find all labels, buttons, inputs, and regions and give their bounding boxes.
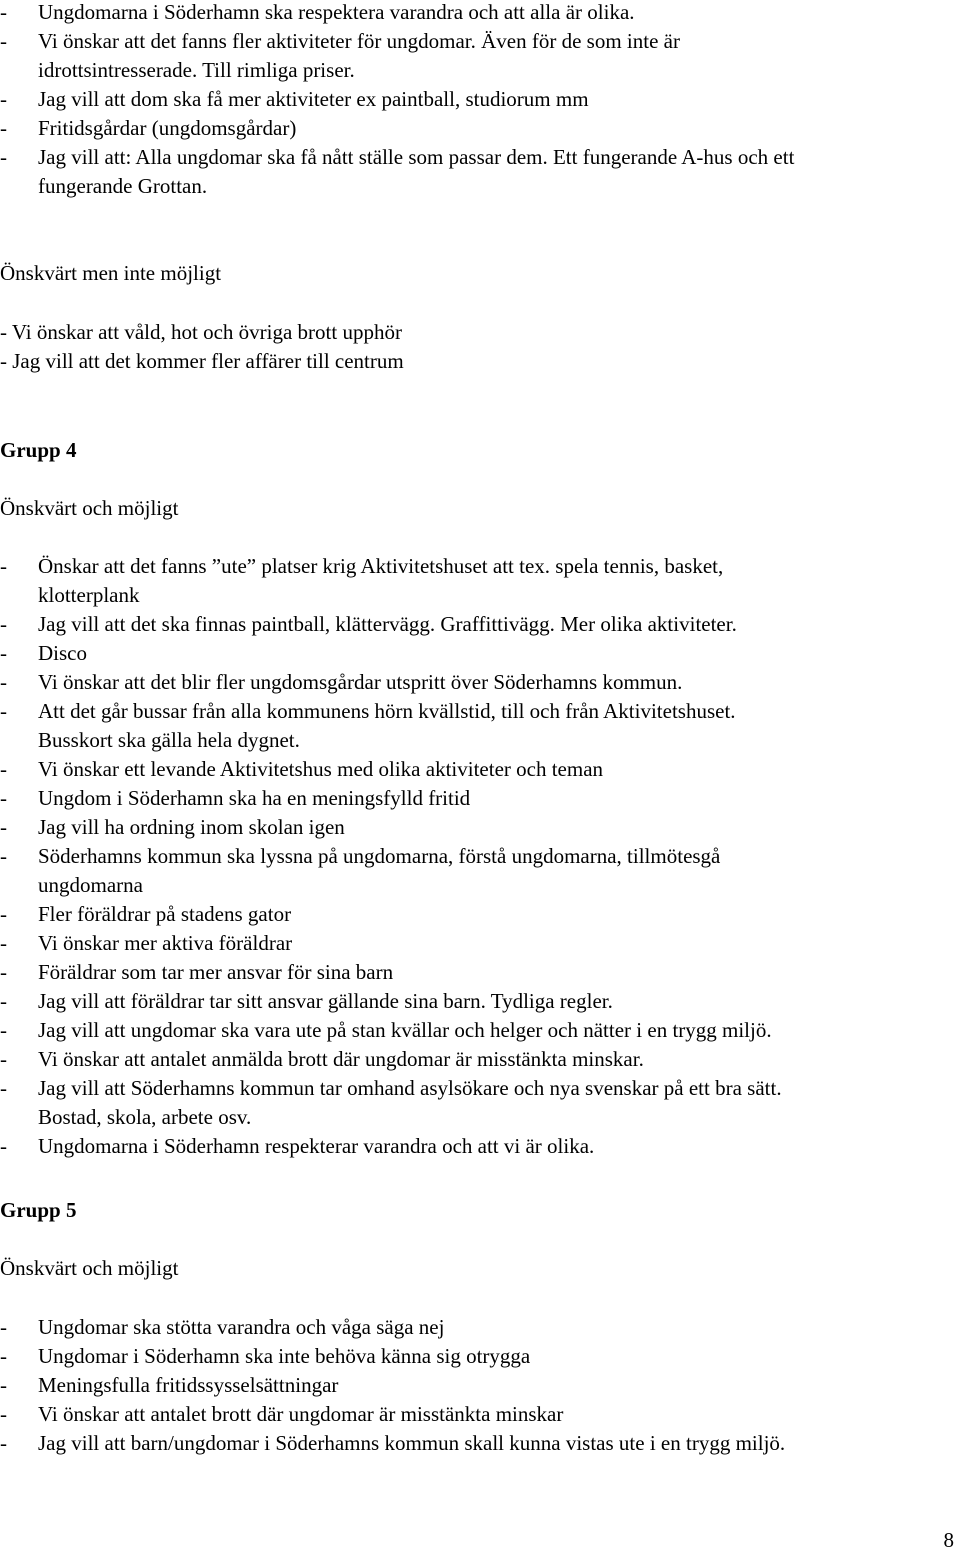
list-item	[0, 929, 960, 958]
list-item	[0, 1342, 960, 1371]
bullet-dash: -	[0, 844, 7, 868]
group-5-title: Grupp 5	[0, 1198, 77, 1222]
list-item-text: Fritidsgårdar (ungdomsgårdar)	[38, 116, 297, 140]
bullet-dash: -	[0, 786, 7, 810]
list-item: - Jag vill att det kommer fler affärer till centrum	[0, 349, 404, 373]
page-number: 8	[943, 1528, 954, 1552]
list-item	[0, 1045, 960, 1074]
bullet-dash: -	[0, 641, 7, 665]
list-item	[0, 27, 960, 85]
list-item	[0, 1429, 960, 1458]
bullet-dash: -	[0, 145, 7, 169]
list-item-text: ungdomarna	[38, 873, 143, 897]
list-item	[0, 784, 960, 813]
list-item-text: Jag vill att: Alla ungdomar ska få nått ställe som passar dem. Ett fungerande A-hus och ett	[38, 145, 795, 169]
list-item	[0, 1400, 960, 1429]
group-4-subheading: Önskvärt och möjligt	[0, 496, 179, 520]
list-item	[0, 1371, 960, 1400]
list-item-text: Ungdomarna i Söderhamn respekterar varandra och att vi är olika.	[38, 1134, 595, 1158]
list-item-text: Vi önskar ett levande Aktivitetshus med olika aktiviteter och teman	[38, 757, 604, 781]
bullet-dash: -	[0, 815, 7, 839]
bullet-dash: -	[0, 612, 7, 636]
list-item-text: idrottsintresserade. Till rimliga priser.	[38, 58, 355, 82]
list-item	[0, 1074, 960, 1132]
list-item-text: Söderhamns kommun ska lyssna på ungdomarna, förstå ungdomarna, tillmötesgå	[38, 844, 721, 868]
list-item	[0, 755, 960, 784]
list-item-text: Vi önskar att det blir fler ungdomsgårdar utspritt över Söderhamns kommun.	[38, 670, 683, 694]
list-item-text: Vi önskar att det fanns fler aktiviteter för ungdomar. Även för de som inte är	[38, 29, 680, 53]
list-item	[0, 842, 960, 900]
wish-not-possible-list	[0, 318, 960, 376]
list-item	[0, 114, 960, 143]
group-5-title-block	[0, 1196, 960, 1225]
list-item	[0, 697, 960, 755]
list-item-text: Jag vill att ungdomar ska vara ute på stan kvällar och helger och nätter i en trygg miljö.	[38, 1018, 772, 1042]
bullet-dash: -	[0, 1076, 7, 1100]
list-item-text: Ungdomarna i Söderhamn ska respektera varandra och att alla är olika.	[38, 0, 635, 24]
list-item-text: Jag vill att det ska finnas paintball, klättervägg. Graffittivägg. Mer olika aktiviteter.	[38, 612, 737, 636]
bullet-dash: -	[0, 1344, 7, 1368]
group-4-list	[0, 552, 960, 1161]
group-4-title-block	[0, 436, 960, 465]
bullet-dash: -	[0, 1018, 7, 1042]
list-item-text: Bostad, skola, arbete osv.	[38, 1105, 252, 1129]
top-list	[0, 0, 960, 201]
list-item	[0, 987, 960, 1016]
list-item-text: Jag vill att barn/ungdomar i Söderhamns kommun skall kunna vistas ute i en trygg miljö.	[38, 1431, 786, 1455]
bullet-dash: -	[0, 902, 7, 926]
bullet-dash: -	[0, 87, 7, 111]
bullet-dash: -	[0, 1134, 7, 1158]
list-item: - Vi önskar att våld, hot och övriga brott upphör	[0, 320, 402, 344]
list-item	[0, 0, 960, 27]
group-4-subheading-block	[0, 494, 960, 523]
bullet-dash: -	[0, 1047, 7, 1071]
bullet-dash: -	[0, 699, 7, 723]
bullet-dash: -	[0, 1373, 7, 1397]
list-item-text: Jag vill att dom ska få mer aktiviteter ex paintball, studiorum mm	[38, 87, 589, 111]
list-item	[0, 1016, 960, 1045]
list-item-text: Jag vill ha ordning inom skolan igen	[38, 815, 345, 839]
bullet-dash: -	[0, 757, 7, 781]
bullet-dash: -	[0, 554, 7, 578]
list-item-text: Att det går bussar från alla kommunens hörn kvällstid, till och från Aktivitetshuset.	[38, 699, 736, 723]
bullet-dash: -	[0, 1315, 7, 1339]
list-item-text: klotterplank	[38, 583, 140, 607]
list-item	[0, 610, 960, 639]
list-item	[0, 900, 960, 929]
list-item-text: Vi önskar mer aktiva föräldrar	[38, 931, 293, 955]
bullet-dash: -	[0, 989, 7, 1013]
list-item-text: Vi önskar att antalet brott där ungdomar är misstänkta minskar	[38, 1402, 564, 1426]
section-heading: Önskvärt men inte möjligt	[0, 261, 222, 285]
list-item-text: Ungdom i Söderhamn ska ha en meningsfylld fritid	[38, 786, 471, 810]
list-item-text: Jag vill att Söderhamns kommun tar omhand asylsökare och nya svenskar på ett bra sätt.	[38, 1076, 782, 1100]
group-5-subheading-block	[0, 1254, 960, 1283]
list-item-text: Fler föräldrar på stadens gator	[38, 902, 292, 926]
bullet-dash: -	[0, 960, 7, 984]
list-item	[0, 143, 960, 201]
list-item-text: Föräldrar som tar mer ansvar för sina barn	[38, 960, 394, 984]
bullet-dash: -	[0, 116, 7, 140]
list-item-text: Jag vill att föräldrar tar sitt ansvar gällande sina barn. Tydliga regler.	[38, 989, 613, 1013]
list-item-text: Disco	[38, 641, 87, 665]
list-item-text: Ungdomar i Söderhamn ska inte behöva känna sig otrygga	[38, 1344, 531, 1368]
list-item-text: Meningsfulla fritidssysselsättningar	[38, 1373, 339, 1397]
list-item	[0, 1132, 960, 1161]
list-item-text: fungerande Grottan.	[38, 174, 208, 198]
bullet-dash: -	[0, 1431, 7, 1455]
list-item	[0, 639, 960, 668]
list-item-text: Busskort ska gälla hela dygnet.	[38, 728, 300, 752]
group-4-title: Grupp 4	[0, 438, 77, 462]
wish-not-possible-section	[0, 259, 960, 288]
list-item	[0, 85, 960, 114]
list-item	[0, 552, 960, 610]
list-item-text: Vi önskar att antalet anmälda brott där ungdomar är misstänkta minskar.	[38, 1047, 644, 1071]
bullet-dash: -	[0, 29, 7, 53]
bullet-dash: -	[0, 931, 7, 955]
bullet-dash: -	[0, 1402, 7, 1426]
list-item	[0, 668, 960, 697]
group-5-list	[0, 1313, 960, 1458]
list-item	[0, 958, 960, 987]
list-item	[0, 813, 960, 842]
list-item	[0, 1313, 960, 1342]
bullet-dash: -	[0, 0, 7, 24]
bullet-dash: -	[0, 670, 7, 694]
group-5-subheading: Önskvärt och möjligt	[0, 1256, 179, 1280]
list-item-text: Ungdomar ska stötta varandra och våga säga nej	[38, 1315, 445, 1339]
list-item-text: Önskar att det fanns ”ute” platser krig Aktivitetshuset att tex. spela tennis, basket,	[38, 554, 724, 578]
